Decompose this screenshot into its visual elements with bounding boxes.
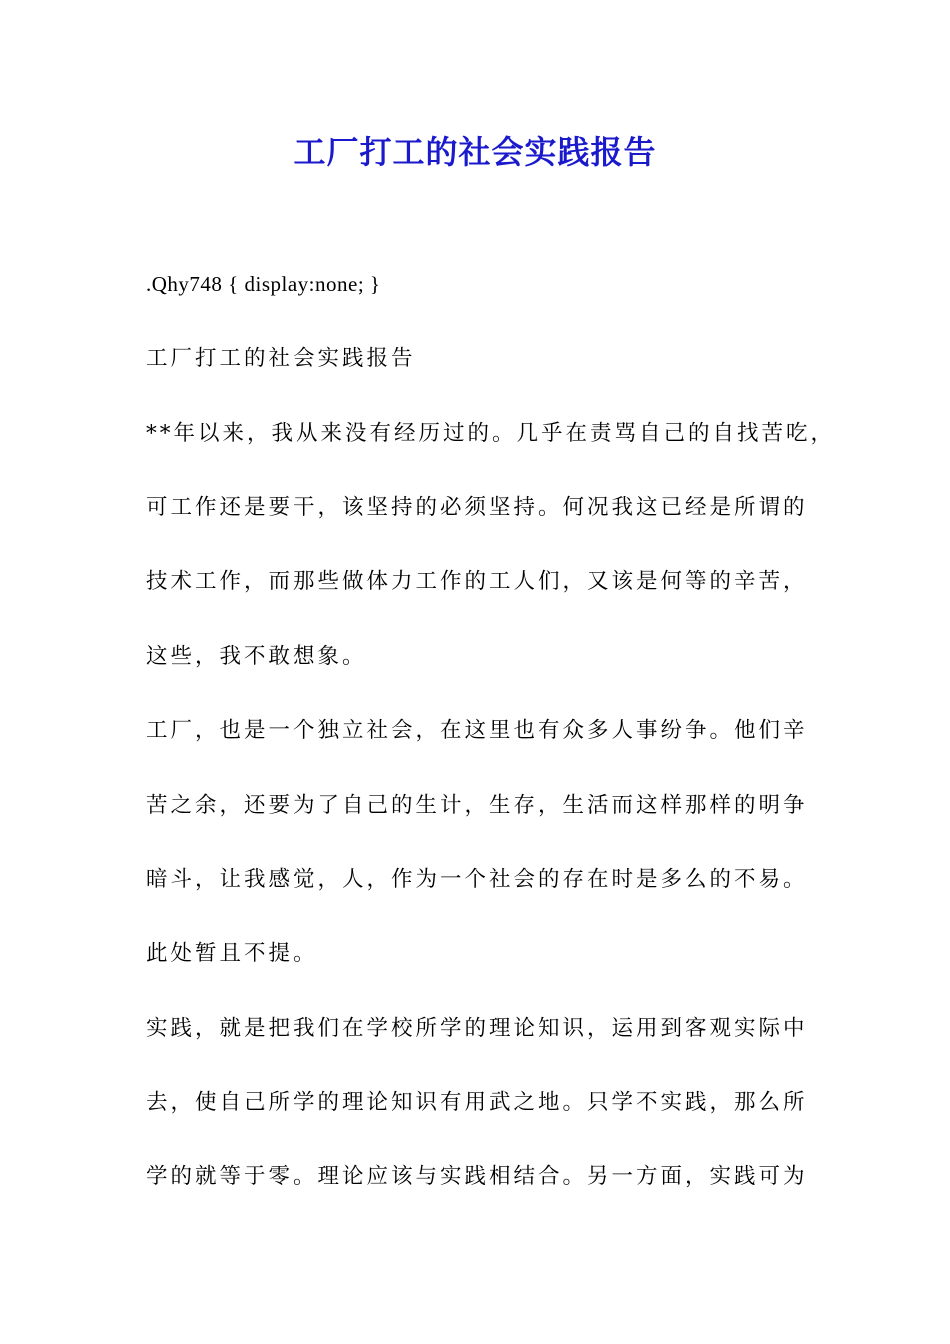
css-code-line: .Qhy748 { display:none; } [146,272,381,296]
paragraph-line: 这些，我不敢想象。 [146,644,367,669]
subtitle-line: 工厂打工的社会实践报告 [146,346,416,371]
paragraph-line: 技术工作，而那些做体力工作的工人们，又该是何等的辛苦， [146,569,808,594]
document-title: 工厂打工的社会实践报告 [293,133,657,171]
paragraph-line: **年以来，我从来没有经历过的。几乎在责骂自己的自找苦吃， [146,421,836,446]
paragraph-line: 苦之余，还要为了自己的生计，生存，生活而这样那样的明争 [146,793,808,818]
paragraph-line: 暗斗，让我感觉，人，作为一个社会的存在时是多么的不易。 [146,867,808,892]
paragraph-line: 学的就等于零。理论应该与实践相结合。另一方面，实践可为 [146,1164,808,1189]
paragraph-line: 实践，就是把我们在学校所学的理论知识，运用到客观实际中 [146,1016,808,1041]
paragraph-line: 工厂，也是一个独立社会，在这里也有众多人事纷争。他们辛 [146,718,808,743]
paragraph-line: 去，使自己所学的理论知识有用武之地。只学不实践，那么所 [146,1090,808,1115]
paragraph-line: 此处暂且不提。 [146,941,318,966]
paragraph-line: 可工作还是要干，该坚持的必须坚持。何况我这已经是所谓的 [146,495,808,520]
